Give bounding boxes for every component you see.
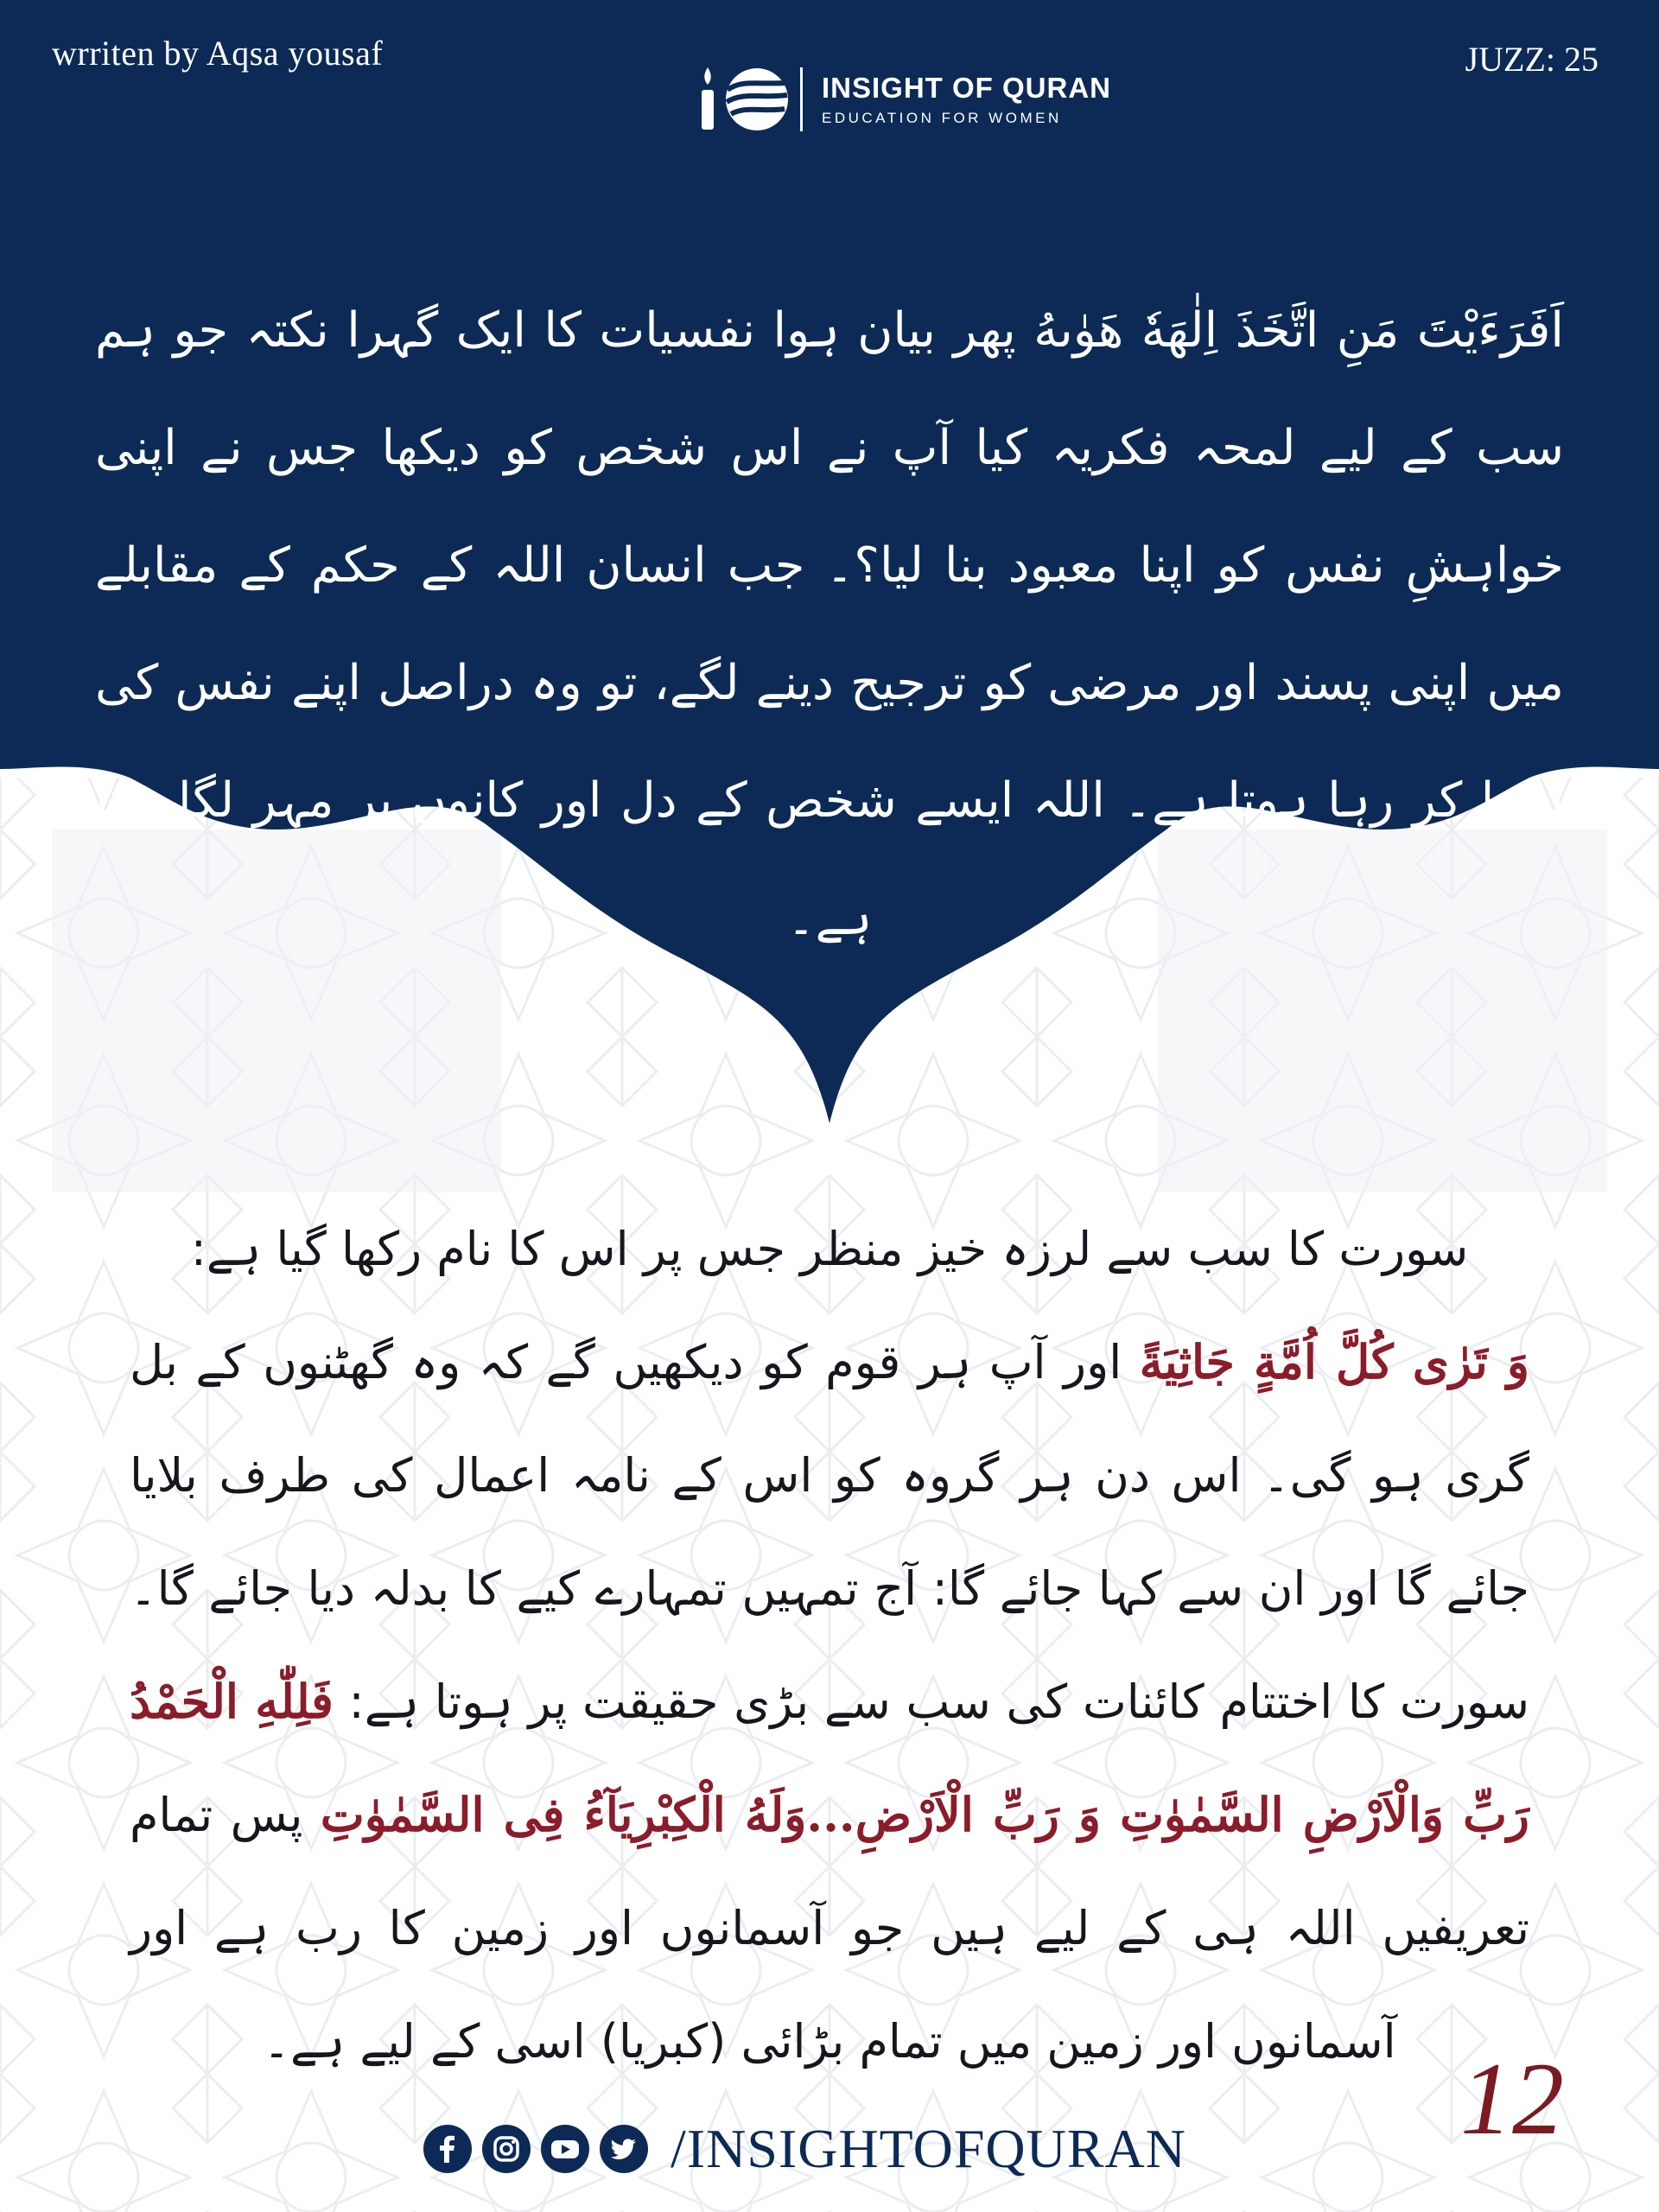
arabic-verse-1: وَ تَرٰى كُلَّ اُمَّةٍ جَاثِيَةً bbox=[1139, 1334, 1529, 1389]
facebook-icon[interactable] bbox=[423, 2125, 472, 2173]
page-number: 12 bbox=[1460, 2041, 1564, 2156]
top-urdu-text: پھر بیان ہوا نفسیات کا ایک گہرا نکتہ جو ہم سب کے لیے لمحہ فکریہ کیا آپ نے اس شخص کو دیکھا جس نے اپنی خواہشِ نفس کو اپنا معبود بنا لیا؟۔ جب انسان اللہ کے حکم کے مقابلے میں اپنی پسند اور مرضی کو ترجیح دینے لگے، تو وہ دراصل اپنے نفس کی پوجا کر رہا ہوتا ہے۔ اللہ ایسے شخص کے دل اور کانوں پر مہر لگا دیتا ہے۔ bbox=[95, 302, 1565, 946]
logo-icon bbox=[698, 60, 793, 138]
body-urdu-text-2: پس تمام تعریفیں اللہ ہی کے لیے ہیں جو آسمانوں اور زمین کا رب ہے اور آسمانوں اور زمین میں تمام بڑائی (کبریا) اسی کے لیے ہے۔ bbox=[130, 1788, 1529, 2069]
twitter-icon[interactable] bbox=[600, 2125, 648, 2173]
youtube-icon[interactable] bbox=[541, 2125, 589, 2173]
social-handle[interactable]: /INSIGHTOFQURAN bbox=[671, 2118, 1186, 2179]
brand-title: INSIGHT OF QURAN bbox=[822, 72, 1111, 104]
top-paragraph bbox=[95, 272, 1564, 977]
author-credit: wrriten by Aqsa yousaf bbox=[52, 34, 384, 73]
instagram-icon[interactable] bbox=[482, 2125, 531, 2173]
juzz-label: JUZZ: 25 bbox=[1465, 40, 1599, 79]
arabic-verse-2: فَلِلّٰهِ الْحَمْدُ رَبِّ وَالْاَرْضِ السَّمٰوٰتِ وَ رَبِّ الْاَرْضِ...وَلَهُ الْكِبْرِيَآءُ فِى السَّمٰوٰتِ bbox=[130, 1674, 1529, 1842]
body-paragraph bbox=[130, 1192, 1529, 2098]
brand-logo bbox=[698, 60, 1111, 138]
body-urdu-text-1: اور آپ ہر قوم کو دیکھیں گے کہ وہ گھٹنوں کے بل گری ہو گی۔ اس دن ہر گروہ کو اس کے نامہ اعمال کی طرف بلایا جائے گا اور ان سے کہا جائے گا: آج تمہیں تمہارے کیے کا بدلہ دیا جائے گا۔ سورت کا اختتام کائنات کی سب سے بڑی حقیقت پر ہوتا ہے: bbox=[130, 1335, 1529, 1729]
logo-divider bbox=[800, 67, 803, 131]
brand-subtitle: EDUCATION FOR WOMEN bbox=[822, 110, 1062, 126]
top-arabic-verse: اَفَرَءَيْتَ مَنِ اتَّخَذَ اِلٰهَهٗ هَوٰىهُ bbox=[1033, 302, 1564, 359]
body-intro: سورت کا سب سے لرزہ خیز منظر جس پر اس کا نام رکھا گیا ہے: bbox=[190, 1222, 1469, 1276]
social-footer bbox=[423, 2117, 1186, 2181]
